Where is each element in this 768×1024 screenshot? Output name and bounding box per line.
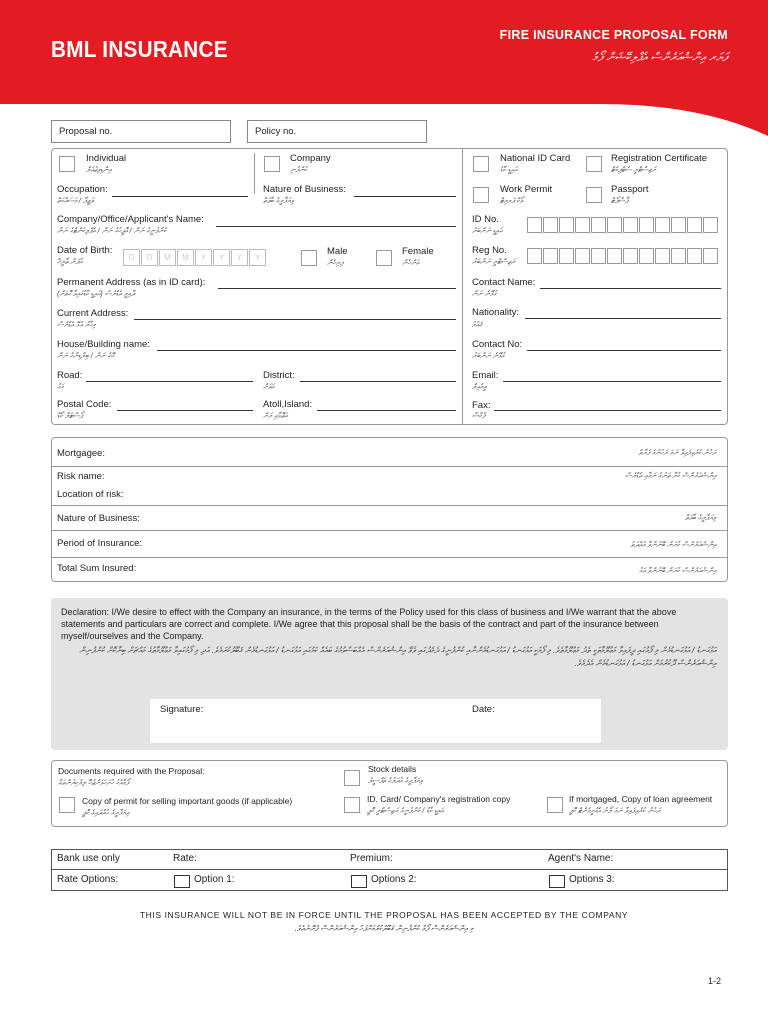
passport-label: Passport — [611, 184, 649, 195]
occupation-label-dv: ވަޒީފާ / މަސައްކަތް — [57, 196, 94, 205]
national-id-label: National ID Card — [500, 153, 571, 164]
type-divider — [254, 153, 255, 194]
mortgage-label: If mortgaged, Copy of loan agreement — [569, 794, 713, 804]
atoll-line[interactable] — [317, 410, 456, 411]
atoll-label: Atoll,Island: — [263, 399, 313, 410]
work-permit-checkbox[interactable] — [473, 187, 489, 203]
house-label-dv: ގޭގެ ނަން / ބިލްޑިންގެ ނަން — [57, 351, 114, 360]
female-checkbox[interactable] — [376, 250, 392, 266]
id-no-label-dv: އައިޑީ ނަންބަރު — [472, 226, 503, 235]
id-no-cells[interactable] — [527, 217, 718, 233]
proposal-no-field[interactable] — [51, 120, 231, 143]
house-line[interactable] — [157, 350, 456, 351]
period-label: Period of Insurance: — [57, 538, 143, 549]
dob-cell[interactable]: D — [141, 249, 158, 266]
permit-label: Copy of permit for selling important goods (if applicable) — [82, 796, 293, 806]
email-label-dv: އީމެއިލް — [472, 382, 487, 391]
mortgage-checkbox[interactable] — [547, 797, 563, 813]
reg-cert-label-dv: ރަޖިސްޓްރީ ސެޓްފިކެޓް — [611, 165, 656, 174]
national-id-checkbox[interactable] — [473, 156, 489, 172]
brand-name: BML INSURANCE — [51, 36, 228, 62]
contact-no-label-dv: ގުޅޭނެ ނަންބަރު — [472, 351, 505, 360]
reg-cert-checkbox[interactable] — [586, 156, 602, 172]
nationality-label-dv: ޤައުމު — [472, 320, 482, 329]
risk-section — [51, 437, 728, 582]
email-label: Email: — [472, 370, 499, 381]
dob-cell[interactable]: Y — [249, 249, 266, 266]
applicant-name-label: Company/Office/Applicant's Name: — [57, 214, 204, 225]
reg-no-label-dv: ރަޖިސްޓްރީ ނަންބަރު — [472, 257, 515, 266]
dob-label-dv: އުފަން ތާރީޚް — [57, 257, 83, 266]
proposal-no-label: Proposal no. — [59, 126, 113, 137]
contact-name-label-dv: ގުޅޭނެ ނަން — [472, 289, 497, 298]
rate-options-label: Rate Options: — [57, 874, 119, 885]
male-checkbox[interactable] — [301, 250, 317, 266]
nature-business-line[interactable] — [354, 196, 456, 197]
option1-checkbox[interactable] — [174, 875, 190, 888]
road-line[interactable] — [86, 381, 253, 382]
dob-cell[interactable]: Y — [231, 249, 248, 266]
header-banner — [0, 0, 768, 104]
documents-heading-dv: ފޯމާއެކު ހުށަހަޅަންޖެހޭ ލިޔެކިޔުންތައް — [58, 778, 129, 787]
stock-label: Stock details — [368, 764, 417, 774]
contact-no-label: Contact No: — [472, 339, 523, 350]
date-label: Date: — [472, 704, 495, 715]
perm-address-label-dv: ދާއިމީ އެޑްރެސް (އައިޑީ ކާޑުގައިވާ ގޮތަށް) — [57, 289, 135, 298]
applicant-name-label-dv: ކުންފުނީގެ ނަން / އޮފީހުގެ ނަން / އެޕްލިކަންޓްގެ ނަން — [57, 226, 167, 235]
declaration-text: Declaration: I/We desire to effect with the Company an insurance, in the terms of the Policy used for this class of business and I/We warrant that the above statements and particulars are correct and complete. I/We agree that this proposal shall be the basis of the contract and part of the insurance between myself/ourselves and the Company. — [61, 607, 677, 641]
policy-no-label: Policy no. — [255, 126, 297, 137]
current-address-label-dv: މިހާރު އުޅޭ އެޑްރެސް — [57, 320, 96, 329]
option2-checkbox[interactable] — [351, 875, 367, 888]
work-permit-label-dv: ވޯކް ޕަރމިޓް — [500, 196, 523, 205]
fax-label: Fax: — [472, 400, 491, 411]
option2-label: Options 2: — [371, 874, 417, 885]
individual-label-dv: އިންޑިވިޖުއަލް — [86, 165, 112, 174]
risk-nature-label: Nature of Business: — [57, 513, 140, 524]
company-label: Company — [290, 153, 331, 164]
contact-no-line[interactable] — [527, 350, 721, 351]
reg-cert-label: Registration Certificate — [611, 153, 708, 164]
national-id-label-dv: އައިޑީ ކާޑު — [500, 165, 518, 174]
perm-address-line[interactable] — [218, 288, 456, 289]
fax-line[interactable] — [494, 410, 721, 411]
mortgagee-label: Mortgagee: — [57, 448, 106, 459]
dob-cell[interactable]: M — [159, 249, 176, 266]
signature-label: Signature: — [160, 704, 204, 715]
nationality-label: Nationality: — [472, 307, 519, 318]
dob-cell[interactable]: Y — [213, 249, 230, 266]
total-sum-label-dv: އިންޝުއަރެންސް ކުރަން ބޭނުންވާ އަގު — [638, 566, 716, 575]
dob-cell[interactable]: Y — [195, 249, 212, 266]
contact-name-line[interactable] — [540, 288, 721, 289]
nature-business-label-dv: ވިޔަފާރީގެ ބާވަތް — [263, 196, 294, 205]
permit-label-dv: ވިޔަފާރީގެ ހުއްދައިގެ ކޮޕީ — [82, 808, 130, 817]
district-label: District: — [263, 370, 295, 381]
footer-notice-dv: މި އިންޝުއަރެންސް ފޯމު ކުންފުނިން ޤަބޫލުކުރުމަށްފަހު އިންޝުއަރެންސް ފެށޭނެއެވެ. — [294, 924, 474, 933]
agent-label: Agent's Name: — [548, 853, 614, 864]
email-line[interactable] — [503, 381, 721, 382]
applicant-name-line[interactable] — [216, 226, 456, 227]
id-no-label: ID No. — [472, 214, 499, 225]
current-address-line[interactable] — [134, 319, 456, 320]
stock-checkbox[interactable] — [344, 770, 360, 786]
district-label-dv: އަވަށް — [263, 382, 275, 391]
declaration-text-dv: އަޅުގަނޑު / އަޅުގަނޑުމެން މި ފޯމުގައި ދީފައިވާ މަޢުލޫމާތަކީ ތެދު މަޢުލޫމާތެވެ. މި ފޯމަކީ އަޅުގަނޑު / އަޅުގަނޑުމެންނާއި ކުންފުނީގެ ދެމެދުގައި ވެވޭ އިންޝުއަރެންސް އެއްބަސްވުމުގެ ބައެއް ކަމުގައި އަޅުގަނޑު / އަޅުގަނޑުމެން ޤަބޫލުކުރަމެވެ. އަދި މި ފޯމުގައިވާ މަޢުލޫމާތުގެ މައްޗަށް ބިނާކޮށް ކުންފުނިން އިންޝުއަރެންސް ދޫކުރުމަށް އަޅުގަނޑު / އަޅުގަނޑުމެން އެދެމެވެ. — [79, 645, 716, 668]
road-label: Road: — [57, 370, 83, 381]
company-checkbox[interactable] — [264, 156, 280, 172]
bank-use-label: Bank use only — [57, 853, 120, 864]
option3-checkbox[interactable] — [549, 875, 565, 888]
policy-no-field[interactable] — [247, 120, 427, 143]
current-address-label: Current Address: — [57, 308, 129, 319]
idcard-checkbox[interactable] — [344, 797, 360, 813]
company-label-dv: ކުންފުނި — [290, 165, 307, 174]
premium-label: Premium: — [350, 853, 393, 864]
passport-checkbox[interactable] — [586, 187, 602, 203]
house-label: House/Building name: — [57, 339, 150, 350]
form-title-dhivehi: ފަޔަރ އިންޝުއަރެންސް އެޕްލިކޭޝަން ފޯމު — [592, 50, 728, 64]
district-line[interactable] — [300, 381, 456, 382]
total-sum-label: Total Sum Insured: — [57, 563, 137, 574]
individual-label: Individual — [86, 153, 127, 164]
rate-label: Rate: — [173, 853, 197, 864]
risk-name-label-dv: އިންޝުއަރެންސް ކުރާ ތަނުގެ ނަމާއި އެޑްރެސް — [625, 471, 716, 480]
male-label-dv: ފިރިހެން — [327, 258, 344, 267]
atoll-label-dv: އަތޮޅާއި ރަށް — [263, 411, 288, 420]
permit-checkbox[interactable] — [59, 797, 75, 813]
nationality-line[interactable] — [525, 318, 721, 319]
fax-label-dv: ފެކްސް — [472, 411, 485, 420]
header-curve — [600, 100, 768, 140]
section-divider — [462, 148, 463, 425]
occupation-line[interactable] — [112, 196, 248, 197]
dob-cells[interactable] — [123, 249, 266, 266]
stock-label-dv: ވިޔަފާރީގެ މުދަލުގެ ތަފްސީލު — [368, 776, 423, 785]
perm-address-label: Permanent Address (as in ID card): — [57, 277, 206, 288]
passport-label-dv: ޕާސްޕޯޓް — [611, 196, 628, 205]
postal-line[interactable] — [117, 410, 253, 411]
page-number: 1-2 — [708, 976, 722, 986]
female-label: Female — [402, 246, 434, 257]
female-label-dv: އަންހެން — [402, 258, 420, 267]
postal-label-dv: ޕޯސްޓަލް ކޯޑް — [57, 411, 83, 420]
footer-notice: THIS INSURANCE WILL NOT BE IN FORCE UNTIL THE PROPOSAL HAS BEEN ACCEPTED BY THE COMPANY — [139, 910, 629, 920]
nature-business-label: Nature of Business: — [263, 184, 346, 195]
male-label: Male — [327, 246, 348, 257]
contact-name-label: Contact Name: — [472, 277, 536, 288]
dob-cell[interactable]: D — [123, 249, 140, 266]
form-title: FIRE INSURANCE PROPOSAL FORM — [499, 28, 728, 42]
period-label-dv: އިންޝުއަރެންސް ކުރަން ބޭނުންވާ މުއްދަތު — [630, 540, 716, 549]
location-label: Location of risk: — [57, 489, 124, 500]
idcard-label-dv: އައިޑީ ކާޑު / ކުންފުނީގެ ރަޖިސްޓްރީ ކޮޕީ — [367, 806, 444, 815]
road-label-dv: މަގު — [57, 382, 64, 391]
mortgage-label-dv: ރަހުނު ކުރެވިފައިވާ ނަމަ ލޯނު އެގްރީމެންޓް ކޮޕީ — [569, 806, 661, 815]
risk-nature-label-dv: ވިޔަފާރީގެ ބާވަތް — [685, 513, 716, 522]
occupation-label: Occupation: — [57, 184, 108, 195]
risk-name-label: Risk name: — [57, 471, 105, 482]
declaration-section — [51, 598, 728, 750]
mortgagee-label-dv: ރަހުނު ކުރެވިފައިވާ ނަމަ ރަހުނުގެ ފަރާތް — [638, 448, 716, 457]
option1-label: Option 1: — [194, 874, 235, 885]
documents-heading: Documents required with the Proposal: — [58, 766, 205, 776]
reg-no-cells[interactable] — [527, 248, 718, 264]
option3-label: Options 3: — [569, 874, 615, 885]
postal-label: Postal Code: — [57, 399, 112, 410]
reg-no-label: Reg No. — [472, 245, 507, 256]
idcard-label: ID. Card/ Company's registration copy — [367, 794, 511, 804]
signature-area[interactable] — [150, 699, 601, 743]
dob-cell[interactable]: M — [177, 249, 194, 266]
individual-checkbox[interactable] — [59, 156, 75, 172]
dob-label: Date of Birth: — [57, 245, 113, 256]
work-permit-label: Work Permit — [500, 184, 553, 195]
